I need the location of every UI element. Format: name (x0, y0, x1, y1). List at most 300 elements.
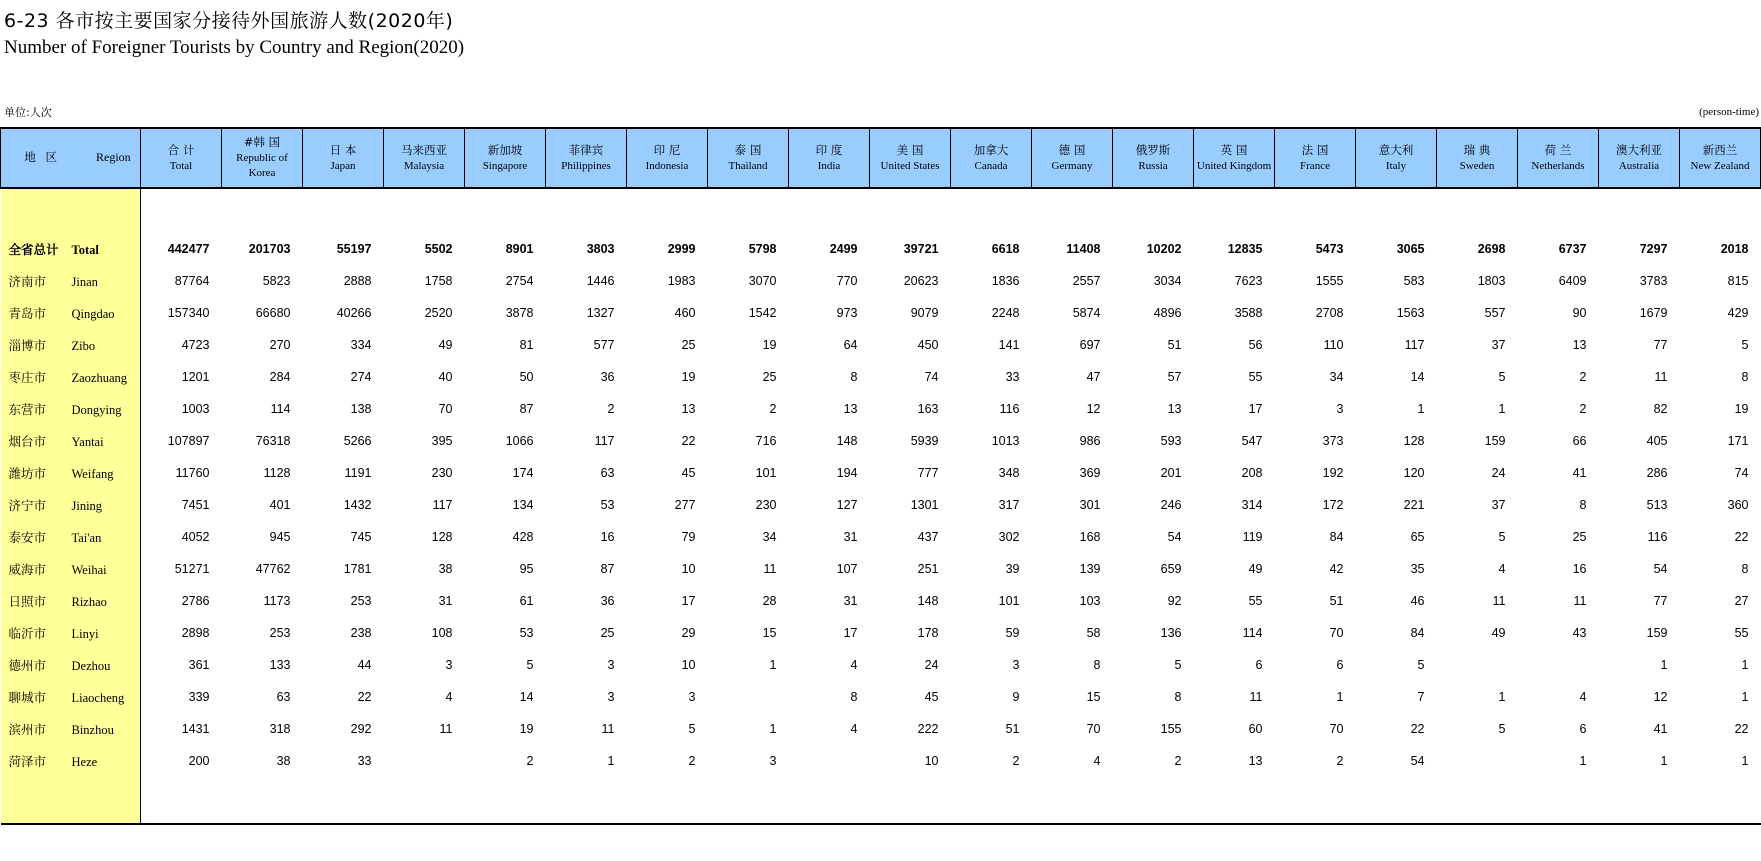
value-cell: 1173 (263, 594, 291, 608)
column-header: 英 国 United Kingdom (1194, 128, 1275, 188)
value-cell: 1983 (667, 274, 696, 288)
value-cell: 40 (438, 370, 453, 384)
value-cell: 11 (1492, 594, 1506, 608)
value-cell: 251 (917, 562, 939, 576)
value-cell: 238 (350, 626, 372, 640)
column-header: 马来西亚 Malaysia (384, 128, 465, 188)
value-cell: 986 (1079, 434, 1101, 448)
value-cell: 1191 (344, 466, 372, 480)
value-cell: 117 (1404, 338, 1425, 352)
value-cell: 60 (1248, 722, 1263, 736)
value-cell: 1781 (343, 562, 372, 576)
value-cell: 39721 (903, 242, 939, 256)
value-cell: 40266 (336, 306, 372, 320)
value-cell: 84 (1329, 530, 1344, 544)
value-cell: 31 (438, 594, 453, 608)
value-cell: 1 (1417, 402, 1425, 416)
column-header: 合 计 Total (141, 128, 222, 188)
value-cell: 74 (1734, 466, 1749, 480)
value-cell: 2 (1579, 370, 1587, 384)
value-cell: 25 (1572, 530, 1587, 544)
value-cell: 37 (1491, 498, 1506, 512)
value-cell: 107 (836, 562, 858, 576)
value-cell: 208 (1241, 466, 1263, 480)
value-cell: 37 (1491, 338, 1506, 352)
value-cell: 159 (1646, 626, 1668, 640)
region-cell (1, 361, 141, 393)
column-header: 俄罗斯 Russia (1113, 128, 1194, 188)
value-cell: 745 (350, 530, 372, 544)
value-cell: 51 (1167, 338, 1182, 352)
value-cell: 17 (843, 626, 858, 640)
region-name-en: Weifang (71, 467, 114, 481)
value-cell: 1803 (1477, 274, 1506, 288)
value-cell: 101 (755, 466, 777, 480)
value-cell: 8 (1093, 658, 1101, 672)
value-cell: 12 (1653, 690, 1668, 704)
value-cell: 138 (350, 402, 372, 416)
value-cell: 11760 (175, 466, 210, 480)
value-cell: 51 (1329, 594, 1344, 608)
value-cell: 1 (1498, 690, 1506, 704)
value-cell: 33 (357, 754, 372, 768)
value-cell: 178 (917, 626, 939, 640)
value-cell: 134 (512, 498, 534, 512)
value-cell: 61 (519, 594, 534, 608)
value-cell: 66680 (255, 306, 291, 320)
value-cell: 55 (1248, 370, 1263, 384)
value-cell: 318 (269, 722, 291, 736)
value-cell: 222 (917, 722, 939, 736)
value-cell: 139 (1079, 562, 1101, 576)
value-cell: 1 (769, 722, 777, 736)
value-cell: 51 (1005, 722, 1020, 736)
value-cell: 3803 (586, 242, 615, 256)
value-cell: 405 (1646, 434, 1668, 448)
value-cell: 103 (1079, 594, 1101, 608)
value-cell: 4723 (181, 338, 210, 352)
table-title-en: Number of Foreigner Tourists by Country and Region(2020) (4, 37, 465, 58)
table-row (1, 585, 1761, 617)
region-header: 地 区 Region (1, 128, 141, 188)
value-cell: 90 (1572, 306, 1587, 320)
value-cell: 3783 (1639, 274, 1668, 288)
value-cell: 34 (762, 530, 777, 544)
value-cell: 659 (1160, 562, 1182, 576)
region-name-en: Qingdao (71, 307, 115, 321)
value-cell: 1 (1741, 658, 1749, 672)
value-cell: 57 (1167, 370, 1182, 384)
value-cell: 3 (1012, 658, 1020, 672)
column-header: 印 度 India (789, 128, 870, 188)
table-row (1, 745, 1761, 777)
value-cell: 108 (431, 626, 453, 640)
value-cell: 5 (1741, 338, 1749, 352)
region-name-zh: 烟台市 (8, 434, 47, 449)
value-cell: 148 (917, 594, 939, 608)
value-cell: 6409 (1558, 274, 1587, 288)
value-cell: 117 (432, 498, 453, 512)
value-cell: 168 (1079, 530, 1101, 544)
value-cell: 22 (1734, 722, 1749, 736)
value-cell: 8 (1579, 498, 1587, 512)
value-cell: 5939 (910, 434, 939, 448)
value-cell: 3 (607, 658, 615, 672)
value-cell: 8901 (505, 242, 534, 256)
value-cell: 47762 (255, 562, 291, 576)
value-cell: 119 (1242, 530, 1263, 544)
table-title-zh: 6-23 各市按主要国家分接待外国旅游人数(2020年) (4, 10, 454, 32)
table-row (1, 361, 1761, 393)
region-name-zh: 济宁市 (8, 498, 47, 513)
value-cell: 1446 (586, 274, 615, 288)
value-cell: 11 (1654, 370, 1668, 384)
value-cell: 2248 (991, 306, 1020, 320)
region-name-en: Total (71, 243, 99, 257)
value-cell: 29 (681, 626, 696, 640)
value-cell: 2520 (424, 306, 453, 320)
value-cell: 2 (769, 402, 777, 416)
value-cell: 114 (270, 402, 291, 416)
value-cell: 53 (600, 498, 615, 512)
value-cell: 1 (607, 754, 615, 768)
region-cell (1, 553, 141, 585)
value-cell: 2 (607, 402, 615, 416)
value-cell: 513 (1646, 498, 1668, 512)
value-cell: 14 (1410, 370, 1425, 384)
value-cell: 2888 (343, 274, 372, 288)
value-cell: 221 (1403, 498, 1425, 512)
column-header: 澳大利亚 Australia (1599, 128, 1680, 188)
value-cell: 65 (1410, 530, 1425, 544)
value-cell: 2698 (1477, 242, 1506, 256)
value-cell: 1 (1741, 690, 1749, 704)
value-cell: 64 (843, 338, 858, 352)
region-cell (1, 425, 141, 457)
value-cell: 777 (917, 466, 939, 480)
value-cell (384, 745, 465, 777)
value-cell: 593 (1160, 434, 1182, 448)
table-row (1, 489, 1761, 521)
region-name-en: Jinan (71, 275, 98, 289)
value-cell: 22 (1410, 722, 1425, 736)
value-cell: 1432 (343, 498, 372, 512)
value-cell: 14 (519, 690, 534, 704)
spacer-row (1, 188, 1761, 233)
value-cell: 114 (1242, 626, 1263, 640)
value-cell: 7451 (181, 498, 210, 512)
region-cell (1, 329, 141, 361)
value-cell: 1555 (1315, 274, 1344, 288)
value-cell: 49 (1248, 562, 1263, 576)
value-cell: 53 (519, 626, 534, 640)
value-cell: 11 (1573, 594, 1587, 608)
value-cell (1437, 745, 1518, 777)
value-cell: 5 (1498, 722, 1506, 736)
value-cell: 5473 (1315, 242, 1344, 256)
value-cell: 128 (431, 530, 453, 544)
value-cell: 697 (1079, 338, 1101, 352)
table-body (1, 188, 1761, 824)
value-cell: 4 (1579, 690, 1587, 704)
value-cell: 201703 (248, 242, 291, 256)
value-cell: 41 (1572, 466, 1587, 480)
region-name-en: Binzhou (71, 723, 114, 737)
value-cell: 557 (1484, 306, 1506, 320)
value-cell: 3 (445, 658, 453, 672)
value-cell: 6 (1579, 722, 1587, 736)
value-cell: 2786 (181, 594, 210, 608)
value-cell: 246 (1160, 498, 1182, 512)
value-cell: 5502 (424, 242, 453, 256)
value-cell: 1013 (991, 434, 1020, 448)
value-cell: 11 (601, 722, 615, 736)
value-cell: 70 (438, 402, 453, 416)
spacer-row (1, 777, 1761, 824)
value-cell: 172 (1322, 498, 1344, 512)
value-cell: 49 (1491, 626, 1506, 640)
region-name-zh: 东营市 (8, 402, 47, 417)
value-cell: 19 (681, 370, 696, 384)
value-cell: 450 (917, 338, 939, 352)
value-cell: 10 (681, 562, 696, 576)
value-cell: 28 (762, 594, 777, 608)
region-cell (1, 297, 141, 329)
value-cell: 25 (762, 370, 777, 384)
value-cell: 1 (1741, 754, 1749, 768)
value-cell: 70 (1329, 722, 1344, 736)
value-cell: 133 (269, 658, 291, 672)
value-cell: 155 (1160, 722, 1182, 736)
value-cell: 230 (431, 466, 453, 480)
region-cell (1, 713, 141, 745)
value-cell: 460 (674, 306, 696, 320)
value-cell: 1758 (424, 274, 453, 288)
value-cell: 2 (526, 754, 534, 768)
value-cell: 74 (924, 370, 939, 384)
column-header: 新西兰 New Zealand (1680, 128, 1761, 188)
region-name-zh: 菏泽市 (8, 754, 47, 769)
value-cell: 1542 (748, 306, 777, 320)
region-name-zh: 聊城市 (8, 690, 47, 705)
value-cell: 3065 (1396, 242, 1425, 256)
value-cell: 7297 (1639, 242, 1668, 256)
value-cell: 128 (1403, 434, 1425, 448)
value-cell: 6737 (1558, 242, 1587, 256)
value-cell: 13 (1572, 338, 1587, 352)
value-cell: 1 (1336, 690, 1344, 704)
value-cell: 13 (681, 402, 696, 416)
value-cell: 117 (594, 434, 615, 448)
value-cell: 8 (850, 690, 858, 704)
value-cell: 8 (1741, 370, 1749, 384)
region-name-en: Tai'an (71, 531, 102, 545)
value-cell: 19 (1734, 402, 1749, 416)
header-row (1, 128, 1761, 188)
region-name-zh: 临沂市 (8, 626, 47, 641)
value-cell: 253 (350, 594, 372, 608)
value-cell: 334 (350, 338, 372, 352)
value-cell: 148 (836, 434, 858, 448)
value-cell: 201 (1160, 466, 1182, 480)
value-cell: 50 (519, 370, 534, 384)
value-cell: 13 (1248, 754, 1263, 768)
value-cell: 63 (276, 690, 291, 704)
region-name-en: Jining (71, 499, 103, 513)
value-cell: 10 (924, 754, 939, 768)
value-cell: 33 (1005, 370, 1020, 384)
value-cell: 1 (1660, 754, 1668, 768)
value-cell: 36 (600, 370, 615, 384)
value-cell: 49 (438, 338, 453, 352)
value-cell: 4 (1093, 754, 1101, 768)
table-row (1, 521, 1761, 553)
table-row (1, 681, 1761, 713)
value-cell: 1 (769, 658, 777, 672)
column-header: 德 国 Germany (1032, 128, 1113, 188)
value-cell: 2898 (181, 626, 210, 640)
value-cell: 3034 (1153, 274, 1182, 288)
value-cell: 1679 (1639, 306, 1668, 320)
value-cell: 159 (1484, 434, 1506, 448)
value-cell: 9079 (910, 306, 939, 320)
value-cell: 31 (843, 530, 858, 544)
region-cell (1, 585, 141, 617)
unit-label-zh: 单位:人次 (4, 106, 52, 119)
region-name-zh: 日照市 (8, 594, 47, 609)
column-header: 泰 国 Thailand (708, 128, 789, 188)
value-cell: 120 (1403, 466, 1425, 480)
value-cell: 36 (600, 594, 615, 608)
value-cell: 716 (755, 434, 777, 448)
table-row (1, 649, 1761, 681)
value-cell: 5 (1417, 658, 1425, 672)
value-cell: 3 (1336, 402, 1344, 416)
value-cell: 3588 (1234, 306, 1263, 320)
region-name-zh: 泰安市 (8, 530, 47, 545)
value-cell: 9 (1012, 690, 1020, 704)
value-cell: 3 (688, 690, 696, 704)
value-cell: 2 (1174, 754, 1182, 768)
value-cell: 3878 (505, 306, 534, 320)
value-cell: 19 (762, 338, 777, 352)
tourist-table (0, 127, 1761, 825)
value-cell: 16 (1572, 562, 1587, 576)
value-cell: 360 (1727, 498, 1749, 512)
value-cell: 136 (1160, 626, 1182, 640)
value-cell: 2 (1579, 402, 1587, 416)
value-cell: 87764 (174, 274, 210, 288)
table-row (1, 393, 1761, 425)
value-cell: 25 (600, 626, 615, 640)
region-name-en: Dongying (71, 403, 122, 417)
value-cell: 55197 (336, 242, 372, 256)
value-cell: 56 (1248, 338, 1263, 352)
value-cell: 348 (998, 466, 1020, 480)
value-cell: 5798 (748, 242, 777, 256)
value-cell: 292 (350, 722, 372, 736)
value-cell: 12835 (1227, 242, 1263, 256)
region-name-en: Liaocheng (71, 691, 125, 705)
value-cell: 22 (681, 434, 696, 448)
column-header: 日 本 Japan (303, 128, 384, 188)
value-cell: 101 (998, 594, 1020, 608)
value-cell: 4896 (1153, 306, 1182, 320)
value-cell: 12 (1086, 402, 1101, 416)
value-cell: 4 (850, 658, 858, 672)
value-cell: 301 (1079, 498, 1101, 512)
value-cell: 41 (1653, 722, 1668, 736)
value-cell: 577 (593, 338, 615, 352)
region-cell (1, 233, 141, 265)
region-name-zh: 淄博市 (8, 338, 47, 353)
table-row (1, 329, 1761, 361)
value-cell: 369 (1079, 466, 1101, 480)
table-row (1, 425, 1761, 457)
value-cell: 46 (1410, 594, 1425, 608)
region-name-zh: 潍坊市 (8, 466, 47, 481)
value-cell: 2018 (1720, 242, 1749, 256)
value-cell: 361 (188, 658, 210, 672)
value-cell: 77 (1653, 338, 1668, 352)
value-cell: 5266 (343, 434, 372, 448)
value-cell: 38 (276, 754, 291, 768)
value-cell: 116 (999, 402, 1020, 416)
region-name-en: Yantai (71, 435, 104, 449)
value-cell: 77 (1653, 594, 1668, 608)
value-cell: 194 (836, 466, 858, 480)
value-cell: 5 (1498, 370, 1506, 384)
value-cell: 43 (1572, 626, 1587, 640)
value-cell: 4 (1498, 562, 1506, 576)
value-cell: 59 (1005, 626, 1020, 640)
value-cell: 2499 (829, 242, 858, 256)
value-cell: 6 (1336, 658, 1344, 672)
column-header: #韩 国 Republic of Korea (222, 128, 303, 188)
column-header: 瑞 典 Sweden (1437, 128, 1518, 188)
value-cell: 945 (269, 530, 291, 544)
value-cell: 3 (769, 754, 777, 768)
value-cell: 8 (850, 370, 858, 384)
value-cell: 58 (1086, 626, 1101, 640)
table-row (1, 297, 1761, 329)
value-cell: 38 (438, 562, 453, 576)
value-cell: 277 (674, 498, 696, 512)
value-cell: 11 (439, 722, 453, 736)
value-cell: 1431 (181, 722, 210, 736)
value-cell: 3070 (748, 274, 777, 288)
value-cell: 20623 (903, 274, 939, 288)
value-cell: 1563 (1396, 306, 1425, 320)
column-header: 美 国 United States (870, 128, 951, 188)
region-name-en: Dezhou (71, 659, 111, 673)
value-cell: 31 (843, 594, 858, 608)
value-cell: 200 (188, 754, 210, 768)
value-cell: 270 (269, 338, 291, 352)
value-cell: 22 (1734, 530, 1749, 544)
region-cell (1, 457, 141, 489)
value-cell: 302 (998, 530, 1020, 544)
value-cell: 395 (431, 434, 453, 448)
value-cell: 339 (188, 690, 210, 704)
value-cell: 92 (1167, 594, 1182, 608)
value-cell: 44 (357, 658, 372, 672)
value-cell: 5 (526, 658, 534, 672)
value-cell: 47 (1086, 370, 1101, 384)
region-name-en: Rizhao (71, 595, 107, 609)
value-cell: 55 (1248, 594, 1263, 608)
column-header: 意大利 Italy (1356, 128, 1437, 188)
